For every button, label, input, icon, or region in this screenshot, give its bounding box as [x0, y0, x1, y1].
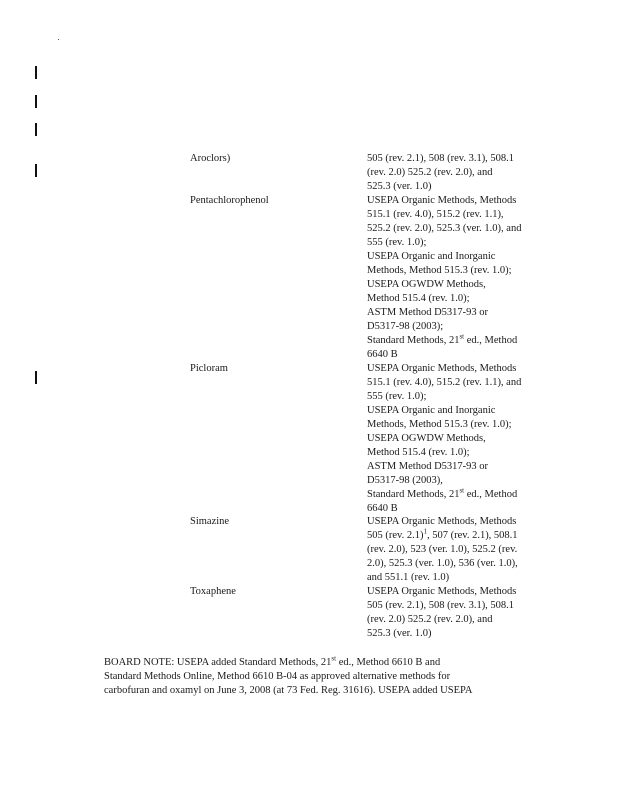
method-list — [367, 152, 549, 194]
method-list — [367, 194, 549, 362]
method-list — [367, 515, 549, 585]
scan-speck — [58, 39, 59, 40]
method-line: USEPA Organic and Inorganic — [367, 405, 496, 416]
method-line: ASTM Method D5317-93 or — [367, 307, 489, 318]
method-line: 2.0), 525.3 (ver. 1.0), 536 (ver. 1.0), — [367, 558, 518, 569]
std-methods-text: Standard Methods, 21 — [367, 489, 460, 500]
analyte-name: Aroclors) — [190, 153, 231, 164]
method-line — [367, 334, 549, 348]
method-line: D5317-98 (2003), — [367, 475, 443, 486]
note-line — [104, 656, 534, 670]
method-line: 515.1 (rev. 4.0), 515.2 (rev. 1.1), — [367, 209, 504, 220]
edition-superscript: st — [331, 654, 337, 663]
note-text: ed., Method 6610 B and — [336, 657, 441, 668]
analyte-name: Toxaphene — [190, 586, 236, 597]
method-list — [367, 585, 549, 641]
method-line: Method 515.4 (rev. 1.0); — [367, 293, 470, 304]
edition-superscript: st — [459, 332, 465, 341]
method-line: ASTM Method D5317-93 or — [367, 461, 489, 472]
method-line: USEPA OGWDW Methods, — [367, 279, 486, 290]
board-note — [104, 656, 534, 698]
method-line: 515.1 (rev. 4.0), 515.2 (rev. 1.1), and — [367, 377, 522, 388]
method-line — [367, 488, 549, 502]
method-line: Methods, Method 515.3 (rev. 1.0); — [367, 265, 512, 276]
method-line: 505 (rev. 2.1), 508 (rev. 3.1), 508.1 — [367, 153, 515, 164]
method-line: 555 (rev. 1.0); — [367, 237, 427, 248]
method-line — [367, 529, 549, 543]
method-line: D5317-98 (2003); — [367, 321, 444, 332]
edition-superscript: st — [459, 486, 465, 495]
method-line: (rev. 2.0), 523 (ver. 1.0), 525.2 (rev. — [367, 544, 518, 555]
method-text: , 507 (rev. 2.1), 508.1 — [426, 530, 518, 541]
method-line: Methods, Method 515.3 (rev. 1.0); — [367, 419, 512, 430]
method-line: and 551.1 (rev. 1.0) — [367, 572, 450, 583]
analyte-name: Simazine — [190, 516, 230, 527]
method-line: USEPA Organic Methods, Methods — [367, 516, 517, 527]
method-line: 6640 B — [367, 349, 398, 360]
footnote-superscript: 1 — [423, 527, 427, 536]
method-line: 6640 B — [367, 503, 398, 514]
change-bar — [35, 164, 37, 177]
method-line: 525.3 (ver. 1.0) — [367, 628, 432, 639]
method-line: USEPA Organic Methods, Methods — [367, 195, 517, 206]
std-methods-text: Standard Methods, 21 — [367, 335, 460, 346]
change-bar — [35, 95, 37, 108]
method-line: (rev. 2.0) 525.2 (rev. 2.0), and — [367, 614, 493, 625]
analyte-name: Picloram — [190, 363, 228, 374]
method-line: USEPA Organic Methods, Methods — [367, 586, 517, 597]
method-line: 555 (rev. 1.0); — [367, 391, 427, 402]
method-list — [367, 362, 549, 516]
method-line: 525.3 (ver. 1.0) — [367, 181, 432, 192]
std-methods-text: ed., Method — [464, 335, 518, 346]
change-bar — [35, 66, 37, 79]
method-text: 505 (rev. 2.1) — [367, 530, 424, 541]
std-methods-text: ed., Method — [464, 489, 518, 500]
method-line: USEPA OGWDW Methods, — [367, 433, 486, 444]
change-bar — [35, 371, 37, 384]
change-bar — [35, 123, 37, 136]
note-text: BOARD NOTE: USEPA added Standard Methods, 21 — [104, 657, 332, 668]
note-line: carbofuran and oxamyl on June 3, 2008 (at 73 Fed. Reg. 31616). USEPA added USEPA — [104, 685, 473, 696]
method-line: 505 (rev. 2.1), 508 (rev. 3.1), 508.1 — [367, 600, 515, 611]
method-line: USEPA Organic Methods, Methods — [367, 363, 517, 374]
note-line: Standard Methods Online, Method 6610 B-04 as approved alternative methods for — [104, 671, 451, 682]
method-line: USEPA Organic and Inorganic — [367, 251, 496, 262]
analyte-name: Pentachlorophenol — [190, 195, 269, 206]
method-line: (rev. 2.0) 525.2 (rev. 2.0), and — [367, 167, 493, 178]
method-line: 525.2 (rev. 2.0), 525.3 (ver. 1.0), and — [367, 223, 522, 234]
method-line: Method 515.4 (rev. 1.0); — [367, 447, 470, 458]
